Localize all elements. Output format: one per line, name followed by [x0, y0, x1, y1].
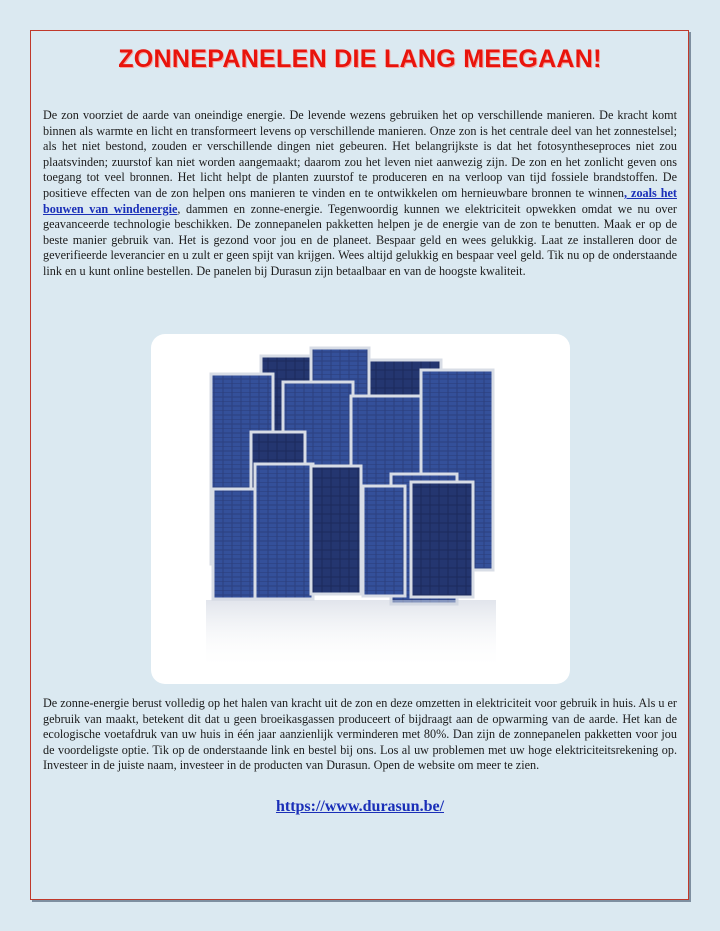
intro-text-end: , dammen en zonne-energie. Tegenwoordig kunnen we elektriciteit opwekken omdat we nu over geavanceerde technologie beschikken. De zonnepanelen pakketten helpen je de energie van de zon te benutten. Maak er op de beste manier gebruik van. Het is gezond voor jou en de planeet. Bespaar geld en wees gelukkig. Laat ze installeren door de geverifieerde leverancier en u zult er geen spijt van krijgen. Wees altijd gelukkig en bespaar veel geld. Tik nu op de onderstaande link en u kunt online bestellen. De panelen bij Durasun zijn betaalbaar en van de hoogste kwaliteit. — [43, 201, 677, 278]
website-link-container — [0, 798, 720, 816]
solar-panels-photo — [151, 334, 570, 684]
windenergie-link[interactable]: , zoals het bouwen van windenergie — [43, 185, 677, 216]
solar-panel — [311, 466, 361, 594]
solar-panels-illustration — [151, 334, 570, 684]
page-title: ZONNEPANELEN DIE LANG MEEGAAN! — [118, 45, 602, 73]
solar-panel — [363, 486, 405, 596]
intro-paragraph — [43, 108, 677, 280]
solar-panel — [213, 489, 259, 599]
solar-panel — [411, 482, 473, 597]
website-link[interactable]: https://www.durasun.be/ — [275, 798, 445, 815]
panel-reflection — [206, 600, 496, 670]
solar-panel — [255, 464, 313, 599]
closing-paragraph: De zonne-energie berust volledig op het halen van kracht uit de zon en deze omzetten in elektriciteit voor gebruik in huis. Als u er gebruik van maakt, betekent dit dat u geen broeikasgassen produceert of bijdraagt aan de opwarming van de aarde. Het kan de ecologische voetafdruk van uw huis in één jaar aanzienlijk verminderen met 80%. Dan zijn de zonnepanelen pakketten voor jou de voordeligste optie. Tik op de onderstaande link en bestel bij ons. Los al uw problemen met uw hoge elektriciteitsrekening op. Investeer in de juiste naam, investeer in de producten van Durasun. Open de website om meer te zien. — [43, 696, 677, 773]
intro-text-start: De zon voorziet de aarde van oneindige energie. De levende wezens gebruiken het op verschillende manieren. De kracht komt binnen als warmte en licht en transformeert levens op verschillende manieren. Onze zon is het centrale deel van het zonnestelsel; als het niet bestond, zouden er verschillende dingen niet gebeuren. Het belangrijkste is dat het fotosyntheseproces niet zou plaatsvinden; zuurstof kan niet worden aangemaakt; daarom zou het leven niet aanwezig zijn. De zon en het zonlicht geven ons toegang tot veel bronnen. Het licht helpt de planten zuurstof te produceren en na verloop van tijd fossiele brandstoffen. De positieve effecten van de zon helpen ons manieren te vinden en te ontwikkelen om hernieuwbare bronnen te winnen — [43, 108, 677, 200]
